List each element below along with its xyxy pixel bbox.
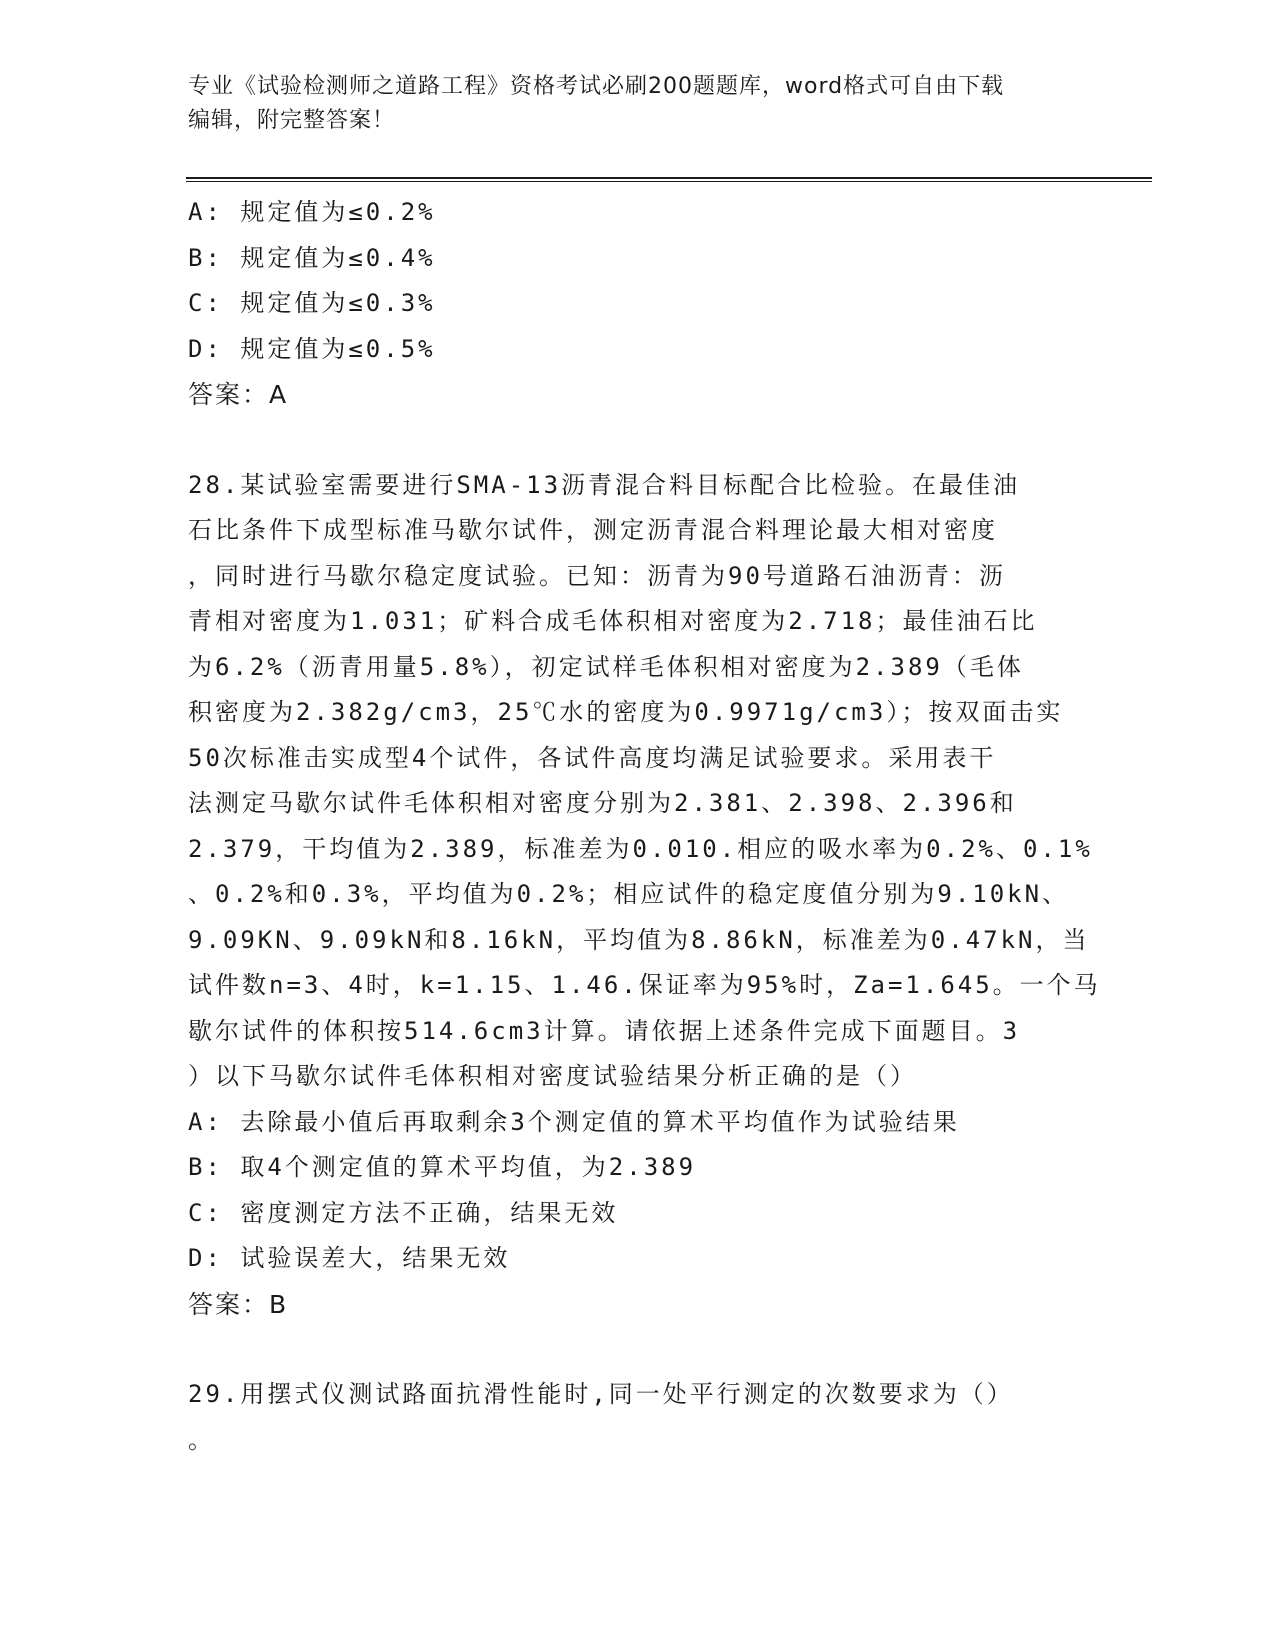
spacer	[188, 418, 1088, 463]
question-text-line: 法测定马歇尔试件毛体积相对密度分别为2.381、2.398、2.396和	[188, 789, 1017, 817]
question-text-line: 2.379，干均值为2.389，标准差为0.010.相应的吸水率为0.2%、0.1%	[188, 834, 1093, 863]
option-a: A: 去除最小值后再取剩余3个测定值的算术平均值作为试验结果	[188, 1107, 960, 1136]
question-text-line: ）以下马歇尔试件毛体积相对密度试验结果分析正确的是（）	[188, 1062, 917, 1090]
header-divider	[186, 177, 1152, 179]
question-text-line: 。	[188, 1425, 215, 1454]
question-text-line: ，同时进行马歇尔稳定度试验。已知：沥青为90号道路石油沥青：沥	[188, 561, 1006, 590]
option-b: B: 取4个测定值的算术平均值，为2.389	[188, 1153, 697, 1181]
header-line-1: 专业《试验检测师之道路工程》资格考试必刷200题题库，word格式可自由下载	[188, 74, 1005, 99]
question-text-line: 青相对密度为1.031；矿料合成毛体积相对密度为2.718；最佳油石比	[188, 607, 1038, 635]
page-header	[188, 70, 1088, 138]
question-text-line: 50次标准击实成型4个试件，各试件高度均满足试验要求。采用表干	[188, 743, 997, 772]
document-body	[188, 190, 1101, 1463]
option-a: A: 规定值为≤0.2%	[188, 198, 436, 226]
header-line-2: 编辑，附完整答案！	[188, 108, 396, 133]
question-text-line: 为6.2%（沥青用量5.8%），初定试样毛体积相对密度为2.389（毛体	[188, 652, 1024, 681]
question-text-line: 29.用摆式仪测试路面抗滑性能时,同一处平行测定的次数要求为（）	[188, 1380, 1014, 1408]
question-text-line: 积密度为2.382g/cm3，25℃水的密度为0.9971g/cm3）；按双面击实	[188, 698, 1064, 726]
answer: 答案：A	[188, 380, 289, 409]
question-text-line: 9.09KN、9.09kN和8.16kN，平均值为8.86kN，标准差为0.47kN，当	[188, 925, 1090, 954]
option-d: D: 试验误差大，结果无效	[188, 1244, 511, 1272]
question-28-block	[188, 463, 1101, 1328]
question-29-block	[188, 1372, 1088, 1463]
question-text-line: 28.某试验室需要进行SMA-13沥青混合料目标配合比检验。在最佳油	[188, 470, 1021, 499]
answer: 答案：B	[188, 1289, 289, 1319]
option-d: D: 规定值为≤0.5%	[188, 334, 436, 363]
spacer	[188, 1327, 1088, 1372]
option-c: C: 密度测定方法不正确，结果无效	[188, 1198, 619, 1227]
question-text-line: 歇尔试件的体积按514.6cm3计算。请依据上述条件完成下面题目。3	[188, 1016, 1021, 1045]
option-c: C: 规定值为≤0.3%	[188, 289, 436, 317]
question-text-line: 、0.2%和0.3%，平均值为0.2%；相应试件的稳定度值分别为9.10kN、	[188, 880, 1070, 908]
question-text-line: 试件数n=3、4时，k=1.15、1.46.保证率为95%时，Za=1.645。一个马	[188, 971, 1101, 999]
question-27-block	[188, 190, 1088, 418]
question-text-line: 石比条件下成型标准马歇尔试件，测定沥青混合料理论最大相对密度	[188, 516, 998, 544]
option-b: B: 规定值为≤0.4%	[188, 243, 436, 272]
